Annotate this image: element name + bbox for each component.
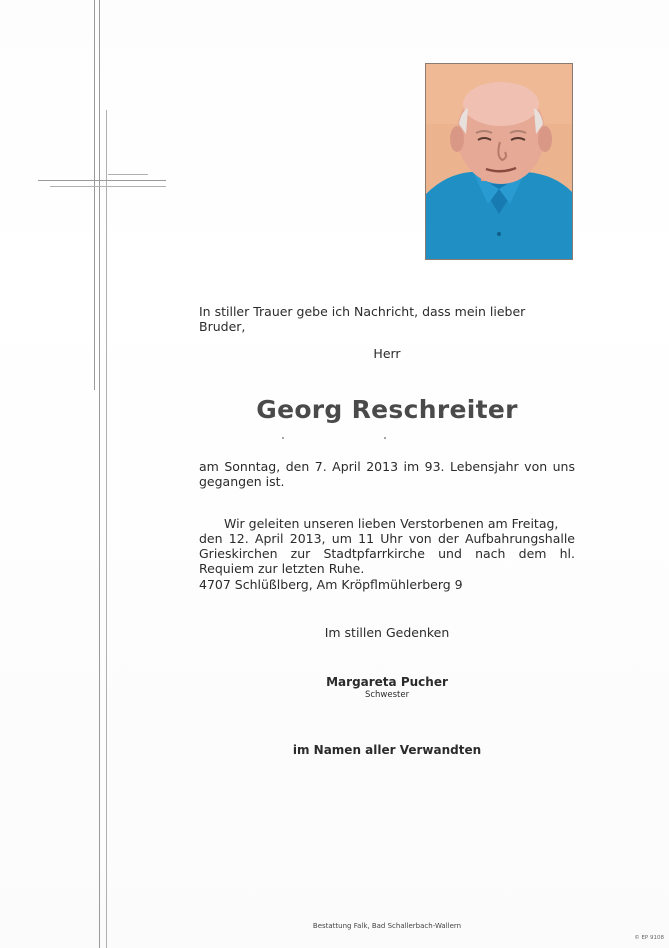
- cross-horizontal-line: [108, 174, 148, 175]
- print-code: © EP 9108: [634, 935, 664, 941]
- funeral-details: [199, 516, 575, 576]
- closing-phrase: Im stillen Gedenken: [324, 625, 450, 640]
- death-announcement: am Sonntag, den 7. April 2013 im 93. Lebensjahr von uns gegangen ist.: [199, 459, 575, 489]
- deceased-name: Georg Reschreiter: [256, 395, 518, 424]
- portrait-photo: [425, 63, 573, 260]
- cross-vertical-line: [106, 110, 107, 948]
- cross-vertical-line: [94, 0, 95, 390]
- cross-vertical-line: [99, 0, 100, 948]
- relatives-line: im Namen aller Verwandten: [292, 743, 482, 757]
- salutation: Herr: [373, 346, 401, 361]
- signer-relation: Schwester: [364, 690, 410, 700]
- funeral-first-line: Wir geleiten unseren lieben Verstorbenen am Freitag,: [224, 516, 559, 531]
- undertaker-footer: Bestattung Falk, Bad Schallerbach-Wallern: [312, 922, 462, 930]
- cross-horizontal-line: [50, 186, 166, 187]
- cross-horizontal-line: [38, 180, 166, 181]
- intro-text: In stiller Trauer gebe ich Nachricht, dass mein lieber Bruder,: [199, 304, 526, 334]
- funeral-continuation: den 12. April 2013, um 11 Uhr von der Aufbahrungshalle Grieskirchen zur Stadtpfarrkirche und nach dem hl. Requiem zur letzten Ruhe.: [199, 531, 575, 576]
- signer-name: Margareta Pucher: [326, 675, 448, 689]
- address: 4707 Schlüßlberg, Am Kröpflmühlerberg 9: [199, 577, 463, 592]
- portrait-illustration: [426, 64, 572, 259]
- decorative-dot: [384, 437, 386, 439]
- decorative-dot: [282, 437, 284, 439]
